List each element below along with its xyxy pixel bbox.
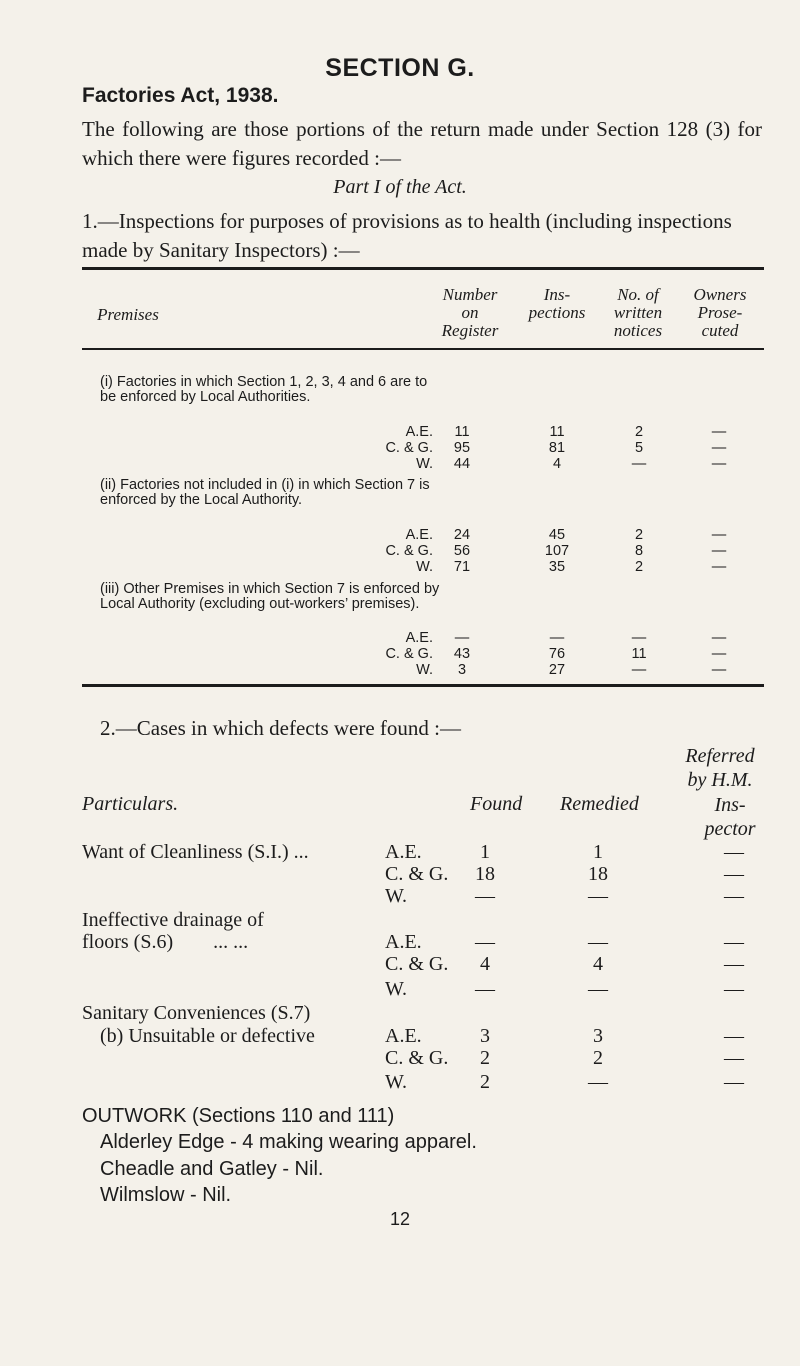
group-description: (ii) Factories not included in (i) in which Section 7 is enforced by the Local Authority. xyxy=(100,477,430,508)
group-description: (iii) Other Premises in which Section 7 is enforced by Local Authority (excluding out-workers’ premises). xyxy=(100,581,440,612)
outwork-line: Cheadle and Gatley - Nil. xyxy=(100,1158,324,1180)
header-referred-by-hm: Referred by H.M. xyxy=(685,745,755,791)
intro-paragraph: The following are those portions of the return made under Section 128 (3) for which there were figures recorded :— xyxy=(82,117,762,170)
outwork-line: Wilmslow - Nil. xyxy=(100,1184,232,1206)
particular-label: Want of Cleanliness (S.I.) ... xyxy=(82,841,309,863)
header-found: Found xyxy=(470,793,523,815)
section-title: SECTION G. xyxy=(325,54,475,82)
particular-label: floors (S.6) ... ... xyxy=(82,931,249,953)
particular-label: Ineffective drainage of xyxy=(82,909,264,931)
table1-top-rule xyxy=(82,267,764,270)
outwork-title: OUTWORK (Sections 110 and 111) xyxy=(82,1105,395,1127)
header-owners-prosecuted: Owners Prose- cuted xyxy=(693,285,747,340)
particular-label: (b) Unsuitable or defective xyxy=(100,1025,315,1047)
item2-title: 2.—Cases in which defects were found :— xyxy=(100,716,461,740)
header-number-on-register: Number on Register xyxy=(441,285,499,340)
page-number: 12 xyxy=(389,1209,411,1229)
group-description: (i) Factories in which Section 1, 2, 3, 4 and 6 are to be enforced by Local Authorities. xyxy=(100,374,428,405)
header-premises: Premises xyxy=(97,305,159,324)
outwork-line: Alderley Edge - 4 making wearing apparel. xyxy=(100,1131,477,1153)
table1-header-rule xyxy=(82,348,764,350)
table1-bottom-rule xyxy=(82,684,764,687)
header-inspections: Ins- pections xyxy=(528,285,586,322)
act-title: Factories Act, 1938. xyxy=(82,84,279,107)
document-page: SECTION G. Factories Act, 1938. The following are those portions of the return made under Section 128 (3) for which there were figures recorded :— Part I of the Act. 1.—Inspections for purposes of provisions as to health (including inspections made by Sanitary Inspectors) :— Premises Number on Register Ins- pections No. of written notices Owners Prose- cuted (i) Factories in which Section 1, 2, 3, 4 and 6 are to be enforced by Local Authorities. A.E. 11 11 2 — C. & G. 95 81 5 — W. 44 4 — — (ii) Factories not included in (i) in which Section 7 is enforced by the Local Authority. A.E. 24 45 2 — C. & G. 56 107 8 — W. 71 35 2 — (iii) Other Premises in which Section 7 is enforced by Local Authority (excluding out-workers’ premises). A.E. — — — — C. & G. 43 76 11 — W. 3 27 — — 2.—Cases in which defects were found :— Referred by H.M. Particulars. Found Remedied Ins- pector Want of Cleanliness (S.I.) ... A.E. 1 1 — C. & G. 18 18 — W. — — — Ineffective drainage of floors (S.6) ... ... A.E. — — — C. & G. 4 4 — W. — — — Sanitary Conveniences (S.7) (b) Unsuitable or defective A.E. 3 3 — C. & G. 2 2 — W. 2 — — OUTWORK (Sections 110 and 111) Alderley Edge - 4 making wearing apparel. Cheadle and Gatley - Nil. Wilmslow - Nil. 12 xyxy=(0,0,800,1366)
header-particulars: Particulars. xyxy=(82,793,179,815)
header-written-notices: No. of written notices xyxy=(613,285,663,340)
particular-label: Sanitary Conveniences (S.7) xyxy=(82,1002,311,1024)
header-inspector: Ins- pector xyxy=(704,794,756,840)
header-remedied: Remedied xyxy=(560,793,639,815)
item1-title: 1.—Inspections for purposes of provisions as to health (including inspections made by Sanitary Inspectors) :— xyxy=(82,209,732,262)
part-title: Part I of the Act. xyxy=(333,176,467,198)
